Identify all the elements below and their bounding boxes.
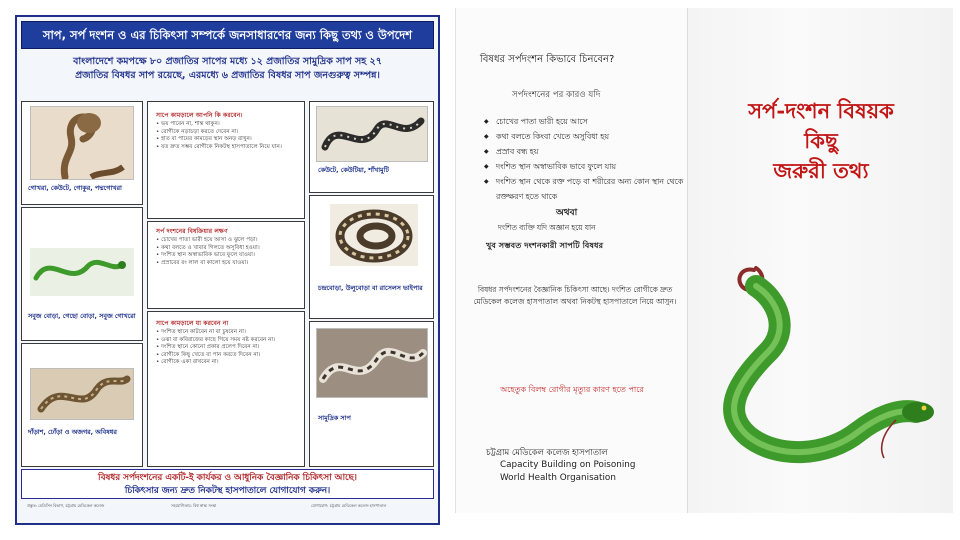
python-caption: দাঁড়াশ, ঢোঁড়া ও অজগর, অবিষধর [28, 428, 117, 436]
capacity-building: Capacity Building on Poisoning [500, 460, 636, 470]
green-snake-caption: সবুজ বোড়া, গেছো বোড়া, সবুজ গোখরো [28, 312, 136, 320]
delay-warning: অহেতুক বিলম্ব রোগীর মৃত্যুর কারণ হতে পারে [500, 385, 644, 394]
dont-item: • দংশিত স্থানে কোনো প্রকার প্রলেপ দিবেন না। [156, 344, 298, 351]
dont-item: • রোগীকে একা রাখবেন না। [156, 359, 298, 366]
cover-title [708, 96, 934, 186]
symptom-list-item: ◆ চোখের পাতা ভারী হয়ে আসে [484, 114, 684, 129]
sea-snake-photo [316, 328, 428, 398]
banner-line-2: চিকিৎসার জন্য দ্রুত নিকটস্থ হাসপাতালে যোগাযোগ করুন। [124, 486, 331, 496]
first-aid-heading: সাপে কামড়ালে আপনি কি করবেন। [156, 112, 243, 119]
green-snake-photo [30, 248, 134, 296]
symptom-list-item: ◆ দংশিত স্থান অস্বাভাবিক ভাবে ফুলে যায় [484, 159, 684, 174]
cobra-caption: গোখরা, কেউটে, গোকুর, পদ্মগোখরা [28, 184, 122, 192]
green-snake-cell [21, 207, 143, 341]
identify-sub: সর্পদংশনের পর কারও যদি [512, 90, 601, 100]
krait-photo [316, 106, 428, 162]
poster-title: সাপ, সর্প দংশন ও এর চিকিৎসা সম্পর্কে জনসাধারণের জন্য কিছু তথ্য ও উপদেশ [21, 21, 434, 49]
krait-cell [309, 101, 434, 193]
symptom-list [484, 114, 684, 204]
symptom-list-item: ◆ কথা বলতে কিংবা খেতে অসুবিধা হয় [484, 129, 684, 144]
krait-caption: কেউটে, কেউটিয়া, শাঁখামুটি [318, 166, 389, 174]
dont-item: • রোগীকে কিছু খেতে বা পান করতে দিবেন না। [156, 352, 298, 359]
donts-cell [147, 311, 305, 467]
symptom-item: • কথা বলতে ও খাবার গিলতে অসুবিধা হওয়া। [156, 245, 298, 252]
cover-title-line-1: সর্প-দংশন বিষয়ক [748, 98, 894, 123]
green-snake-illustration [708, 260, 938, 470]
footer-middle: সহযোগিতায়: বিশ্ব স্বাস্থ্য সংস্থা [171, 503, 217, 508]
symptoms-heading: সর্প দংশনের বিষক্রিয়ার লক্ষণ [156, 228, 228, 235]
donts-info [156, 320, 298, 366]
dont-item: • দংশিত স্থানে কাটবেন না বা চুষবেন না। [156, 329, 298, 336]
awareness-poster [15, 15, 440, 525]
sea-snake-caption: সামুদ্রিক সাপ [318, 414, 351, 422]
russell-cell [309, 195, 434, 319]
russell-photo [330, 204, 418, 266]
leaflet-cover-panel [687, 8, 953, 513]
banner-line-1: বিষধর সর্পদংশনের একটি-ই কার্যকর ও আধুনিক বৈজ্ঞানিক চিকিৎসা আছে। [98, 473, 357, 483]
unconscious-text: দংশিত ব্যক্তি যদি অজ্ঞান হয়ে যান [498, 223, 596, 232]
leaflet-inner-panel [455, 8, 687, 513]
college-name: চট্টগ্রাম মেডিকেল কলেজ হাসপাতাল [486, 447, 608, 457]
cover-title-line-3: জরুরী তথ্য [773, 158, 869, 183]
treatment-advice: বিষধর সর্পদংশনের বৈজ্ঞানিক চিকিৎসা আছে। দংশিত রোগীকে দ্রুত মেডিকেল কলেজ হাসপাতাল অথবা নিকটস্থ হাসপাতালে নিয়ে আসুন। [473, 285, 677, 306]
snake-eye [922, 406, 927, 411]
venomous-conclusion: খুব সম্ভবত দংশনকারী সাপটি বিষধর [486, 240, 604, 250]
python-cell [21, 343, 143, 467]
facts-line-2: প্রজাতির বিষধর সাপ রয়েছে, এরমধ্যে ৬ প্রজাতির বিষধর সাপ জনগুরুত্ব সম্পন্ন। [75, 70, 380, 81]
footer-left: প্রস্তুত: মেডিসিন বিভাগ, চট্টগ্রাম মেডিকেল কলেজ [27, 503, 105, 508]
first-aid-item: • ভয় পাবেন না, শান্ত থাকুন। [156, 121, 298, 128]
identify-question: বিষধর সর্পদংশন কিভাবে চিনবেন? [480, 54, 615, 65]
symptom-list-item: ◆ দংশিত স্থান থেকে রক্ত পড়ে বা শরীরের অন্য কোন স্থান থেকে রক্তক্ষরণ হতে থাকে [484, 174, 684, 204]
symptom-item: • প্রস্রাবের রং লাল বা কালো হয়ে যাওয়া। [156, 260, 298, 267]
footer-right: যোগাযোগ: চট্টগ্রাম মেডিকেল কলেজ হাসপাতাল [311, 503, 387, 508]
symptom-list-item: ◆ প্রস্রাব বন্ধ হয় [484, 144, 684, 159]
poster-facts [21, 55, 434, 97]
donts-heading: সাপে কামড়ালে যা করবেন না [156, 320, 229, 327]
symptom-item: • চোখের পাতা ভারী হয়ে আসা ও ঝুলে পড়া। [156, 237, 298, 244]
symptom-item: • দংশিত স্থান অস্বাভাবিক ভাবে ফুলে যাওয়া। [156, 252, 298, 259]
treatment-banner [21, 469, 434, 499]
first-aid-item: • রোগীকে নড়াচড়া করতে দেবেন না। [156, 129, 298, 136]
snake-head [902, 402, 934, 422]
symptoms-cell [147, 221, 305, 309]
cobra-cell [21, 101, 143, 205]
poster-footer [21, 503, 434, 523]
cobra-photo [30, 106, 134, 180]
russell-caption: চন্দ্রবোড়া, উলুবোড়া বা রাসেলস ভাইপার [318, 284, 423, 292]
symptoms-info [156, 228, 298, 267]
first-aid-info [156, 112, 298, 151]
sea-snake-cell [309, 321, 434, 467]
dont-item: • ওঝা বা কবিরাজের কাছে গিয়ে সময় নষ্ট করবেন না। [156, 337, 298, 344]
who-label: World Health Organisation [500, 473, 616, 483]
cover-title-line-2: কিছু [804, 128, 838, 153]
python-photo [30, 368, 134, 420]
first-aid-item: • হাত বা পায়ের কামড়ের স্থান অনড় রাখুন। [156, 136, 298, 143]
or-label: অথবা [556, 208, 578, 218]
slide-edge [953, 0, 960, 540]
first-aid-cell [147, 101, 305, 219]
first-aid-item: • যত দ্রুত সম্ভব রোগীকে নিকটস্থ হাসপাতালে নিয়ে যান। [156, 144, 298, 151]
facts-line-1: বাংলাদেশে কমপক্ষে ৮০ প্রজাতির সাপের মধ্যে ১২ প্রজাতির সামুদ্রিক সাপ সহ ২৭ [73, 56, 382, 67]
